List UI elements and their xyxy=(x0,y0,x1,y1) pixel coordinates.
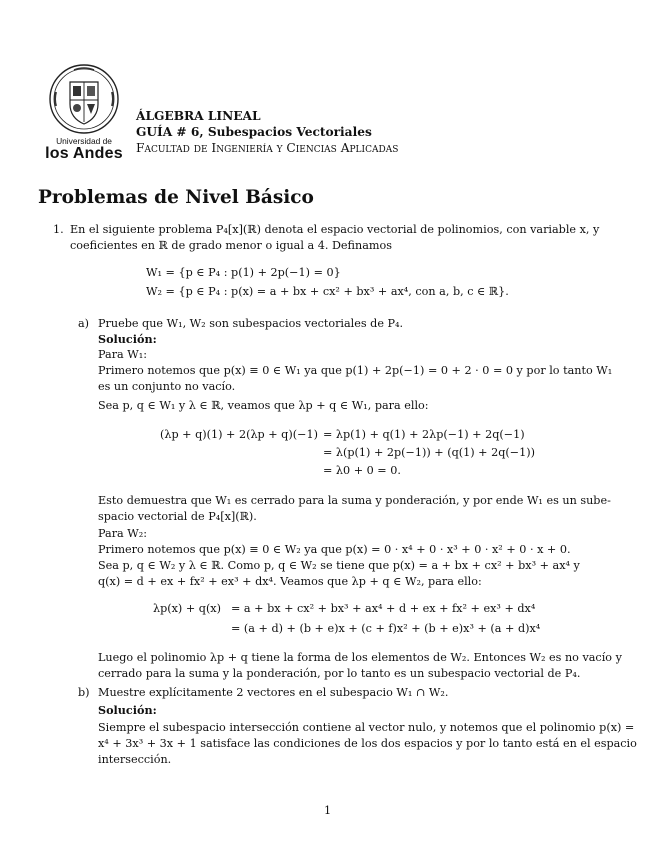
part-a-question: Pruebe que W₁, W₂ son subespacios vectoriales de P₄. xyxy=(98,317,404,330)
part-a-label: a) xyxy=(78,317,90,330)
w1-conclusion-line2: spacio vectorial de P₄[x](ℝ). xyxy=(98,510,257,523)
university-seal-icon xyxy=(44,62,124,136)
section-title: Problemas de Nivel Básico xyxy=(38,187,314,208)
w2-line2: Sea p, q ∈ W₂ y λ ∈ ℝ. Como p, q ∈ W₂ se tiene que p(x) = a + bx + cx² + bx³ + ax⁴ y xyxy=(98,559,580,572)
w1-line2: es un conjunto no vacío. xyxy=(98,380,236,393)
document-header xyxy=(136,108,398,156)
eq2-row2: = (a + d) + (b + e)x + (c + f)x² + (b + e)x³ + (a + d)x⁴ xyxy=(231,622,541,635)
logo-text-small: Universidad de xyxy=(56,136,112,146)
part-b-question: Muestre explícitamente 2 vectores en el subespacio W₁ ∩ W₂. xyxy=(98,686,449,699)
problem-intro-line2: coeficientes en ℝ de grado menor o igual a 4. Definamos xyxy=(70,239,392,252)
eq1-row2: = λ(p(1) + 2p(−1)) + (q(1) + 2q(−1)) xyxy=(323,446,535,459)
logo-text-big: los Andes xyxy=(45,145,123,162)
eq1-lhs: (λp + q)(1) + 2(λp + q)(−1) xyxy=(160,428,318,441)
w1-line1: Primero notemos que p(x) ≡ 0 ∈ W₁ ya que p(1) + 2p(−1) = 0 + 2 · 0 = 0 y por lo tanto W₁ xyxy=(98,364,613,377)
w2-conclusion-line1: Luego el polinomio λp + q tiene la forma de los elementos de W₂. Entonces W₂ es no vacío y xyxy=(98,651,622,664)
course-title: ÁLGEBRA LINEAL xyxy=(136,109,261,123)
definition-w2: W₂ = {p ∈ P₄ : p(x) = a + bx + cx² + bx³ + ax⁴, con a, b, c ∈ ℝ}. xyxy=(146,285,509,298)
eq1-row1: = λp(1) + q(1) + 2λp(−1) + 2q(−1) xyxy=(323,428,525,441)
part-b-solution-label: Solución: xyxy=(98,703,157,717)
w1-line3: Sea p, q ∈ W₁ y λ ∈ ℝ, veamos que λp + q ∈ W₁, para ello: xyxy=(98,399,429,412)
w2-line1: Primero notemos que p(x) ≡ 0 ∈ W₂ ya que p(x) = 0 · x⁴ + 0 · x³ + 0 · x² + 0 · x + 0. xyxy=(98,543,571,556)
para-w1: Para W₁: xyxy=(98,348,148,361)
problem-number: 1. xyxy=(53,223,64,236)
w2-line3: q(x) = d + ex + fx² + ex³ + dx⁴. Veamos que λp + q ∈ W₂, para ello: xyxy=(98,575,482,588)
university-logo xyxy=(44,62,124,160)
part-b-label: b) xyxy=(78,686,90,699)
w2-conclusion-line2: cerrado para la suma y la ponderación, por lo tanto es un subespacio vectorial de P₄. xyxy=(98,667,581,680)
page-number: 1 xyxy=(323,804,332,817)
para-w2: Para W₂: xyxy=(98,527,148,540)
definition-w1: W₁ = {p ∈ P₄ : p(1) + 2p(−1) = 0} xyxy=(146,266,341,279)
part-a-solution-label: Solución: xyxy=(98,332,157,346)
guide-title: GUÍA # 6, Subespacios Vectoriales xyxy=(136,125,372,139)
part-b-line2: x⁴ + 3x³ + 3x + 1 satisface las condiciones de los dos espacios y por lo tanto está en el espacio xyxy=(98,737,637,750)
eq2-lhs: λp(x) + q(x) xyxy=(153,602,221,615)
eq1-row3: = λ0 + 0 = 0. xyxy=(323,464,401,477)
w1-conclusion-line1: Esto demuestra que W₁ es cerrado para la suma y ponderación, y por ende W₁ es un sube- xyxy=(98,494,611,507)
faculty-name: Facultad de Ingeniería y Ciencias Aplicadas xyxy=(136,141,399,155)
part-b-line1: Siempre el subespacio intersección contiene al vector nulo, y notemos que el polinomio p(x) = xyxy=(98,721,635,734)
part-b-line3: intersección. xyxy=(98,753,172,766)
problem-intro-line1: En el siguiente problema P₄[x](ℝ) denota el espacio vectorial de polinomios, con variable x, y xyxy=(70,223,600,236)
eq2-row1: = a + bx + cx² + bx³ + ax⁴ + d + ex + fx² + ex³ + dx⁴ xyxy=(231,602,536,615)
